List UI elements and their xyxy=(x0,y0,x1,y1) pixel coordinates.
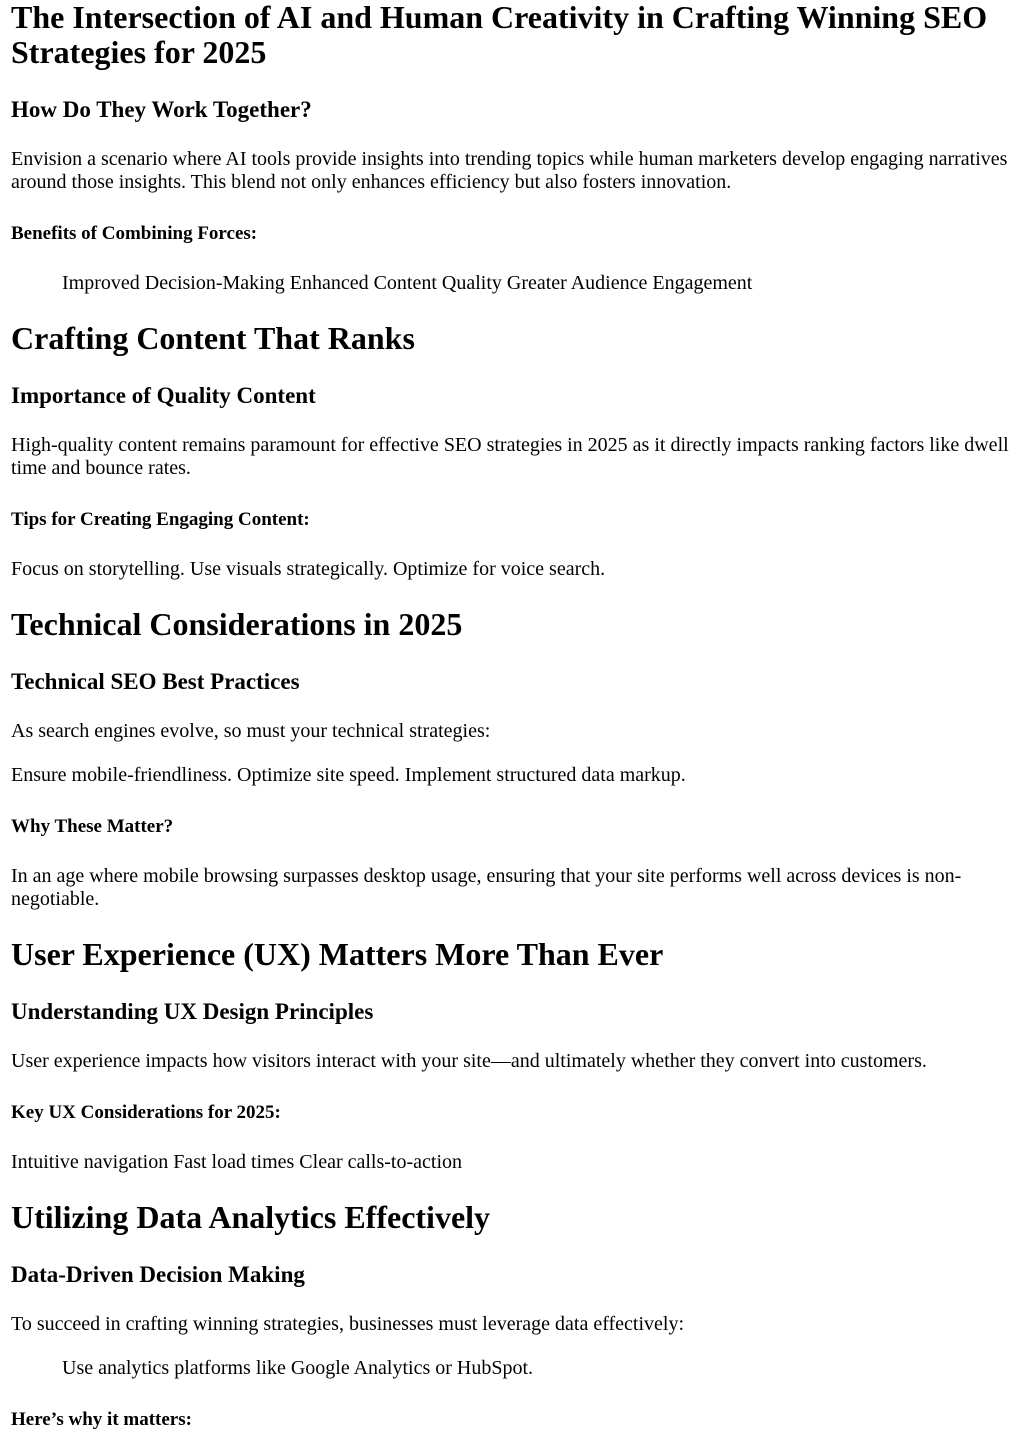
section-heading-technical: Technical Considerations in 2025 xyxy=(11,606,463,642)
section-heading-how-together: How Do They Work Together? xyxy=(11,97,312,122)
subheading-data-driven: Data-Driven Decision Making xyxy=(11,1262,305,1287)
article-title: The Intersection of AI and Human Creativity in Crafting Winning SEO Strategies for 2025 xyxy=(11,0,988,70)
benefits-list: Improved Decision-Making Enhanced Content Quality Greater Audience Engagement xyxy=(62,272,753,294)
section-heading-crafting-content: Crafting Content That Ranks xyxy=(11,320,415,356)
subheading-tips: Tips for Creating Engaging Content: xyxy=(11,509,310,530)
section-heading-analytics: Utilizing Data Analytics Effectively xyxy=(11,1199,491,1235)
subheading-why-matter: Why These Matter? xyxy=(11,816,174,837)
paragraph-ux: User experience impacts how visitors interact with your site—and ultimately whether they convert into customers. xyxy=(11,1050,927,1072)
subheading-key-ux: Key UX Considerations for 2025: xyxy=(11,1102,281,1123)
subheading-why-it-matters: Here’s why it matters: xyxy=(11,1409,192,1430)
paragraph-technical: As search engines evolve, so must your technical strategies: xyxy=(11,720,491,742)
paragraph-envision: Envision a scenario where AI tools provide insights into trending topics while human marketers develop engaging narratives around those insights. This blend not only enhances efficiency but also fosters innovation. xyxy=(11,148,1008,193)
subheading-ux-principles: Understanding UX Design Principles xyxy=(11,999,374,1024)
technical-list: Ensure mobile-friendliness. Optimize site speed. Implement structured data markup. xyxy=(11,764,686,786)
analytics-list: Use analytics platforms like Google Analytics or HubSpot. xyxy=(62,1357,534,1379)
paragraph-analytics: To succeed in crafting winning strategies, businesses must leverage data effectively: xyxy=(11,1313,685,1335)
section-heading-ux: User Experience (UX) Matters More Than Ever xyxy=(11,936,664,972)
ux-list: Intuitive navigation Fast load times Clear calls-to-action xyxy=(11,1151,462,1173)
paragraph-quality: High-quality content remains paramount for effective SEO strategies in 2025 as it directly impacts ranking factors like dwell time and bounce rates. xyxy=(11,434,1009,479)
subheading-benefits: Benefits of Combining Forces: xyxy=(11,223,258,244)
subheading-quality-content: Importance of Quality Content xyxy=(11,383,316,408)
paragraph-why-matter: In an age where mobile browsing surpasses desktop usage, ensuring that your site performs well across devices is non-negotiable. xyxy=(11,865,962,910)
tips-list: Focus on storytelling. Use visuals strategically. Optimize for voice search. xyxy=(11,558,606,580)
subheading-technical-seo: Technical SEO Best Practices xyxy=(11,669,300,694)
